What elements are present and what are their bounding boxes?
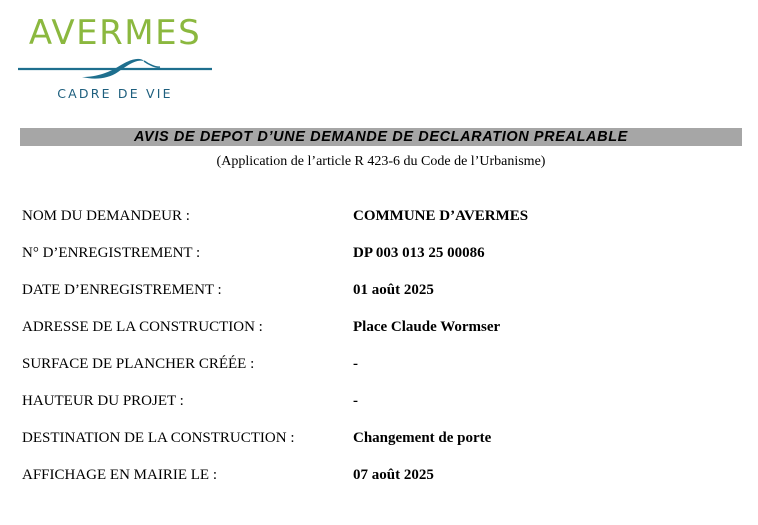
- logo-wordmark: AVERMES: [28, 13, 202, 53]
- notice-subtitle: (Application de l’article R 423-6 du Code de l’Urbanisme): [216, 154, 546, 169]
- avermes-logo: [18, 12, 212, 104]
- field-row-project-height: [22, 391, 722, 428]
- field-value: -: [353, 356, 358, 372]
- field-label: N° D’ENREGISTREMENT :: [22, 245, 201, 261]
- field-label: DESTINATION DE LA CONSTRUCTION :: [22, 430, 295, 446]
- field-label: SURFACE DE PLANCHER CRÉÉE :: [22, 356, 255, 372]
- field-row-registration-number: [22, 243, 722, 280]
- field-row-posting-date: [22, 465, 722, 502]
- field-row-construction-address: [22, 317, 722, 354]
- field-label: DATE D’ENREGISTREMENT :: [22, 282, 222, 298]
- field-row-floor-area: [22, 354, 722, 391]
- field-value: 01 août 2025: [353, 282, 434, 298]
- field-label: NOM DU DEMANDEUR :: [22, 208, 190, 224]
- field-value: DP 003 013 25 00086: [353, 245, 485, 261]
- logo-tagline: CADRE DE VIE: [57, 86, 173, 101]
- field-value: Changement de porte: [353, 430, 492, 446]
- notice-title: AVIS DE DEPOT D’UNE DEMANDE DE DECLARATION PREALABLE: [20, 128, 742, 146]
- application-details: [22, 206, 722, 502]
- wave-logo-icon: [18, 56, 212, 82]
- field-label: ADRESSE DE LA CONSTRUCTION :: [22, 319, 263, 335]
- field-value: Place Claude Wormser: [353, 319, 501, 335]
- field-row-applicant: [22, 206, 722, 243]
- field-value: COMMUNE D’AVERMES: [353, 208, 529, 224]
- field-row-construction-purpose: [22, 428, 722, 465]
- field-label: HAUTEUR DU PROJET :: [22, 393, 184, 409]
- field-row-registration-date: [22, 280, 722, 317]
- field-value: -: [353, 393, 358, 409]
- field-value: 07 août 2025: [353, 467, 434, 483]
- field-label: AFFICHAGE EN MAIRIE LE :: [22, 467, 217, 483]
